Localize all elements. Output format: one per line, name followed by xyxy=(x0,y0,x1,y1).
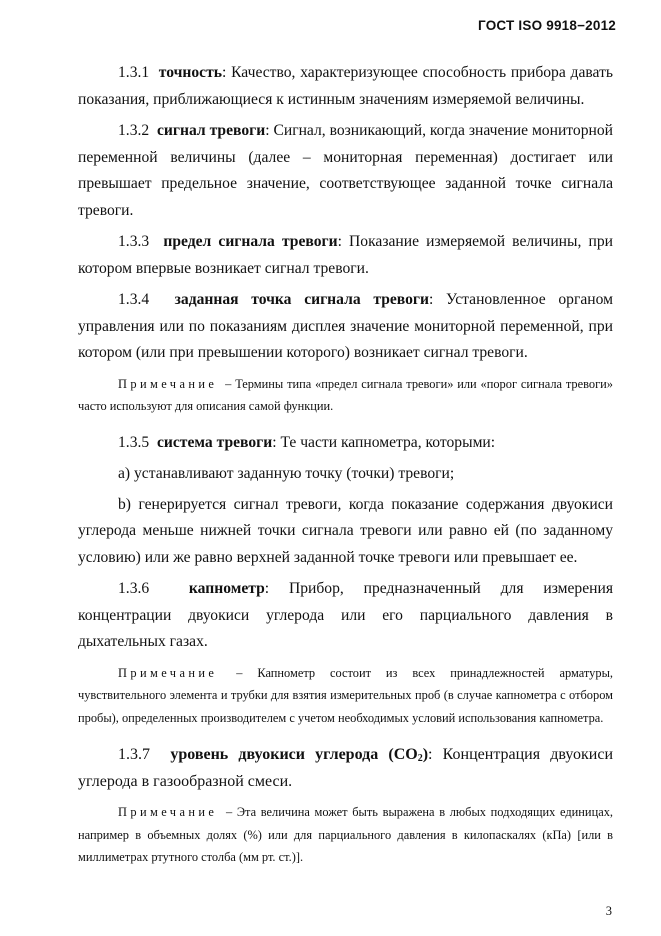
clause-1-3-7 xyxy=(78,741,613,795)
list-item-a: a) устанавливают заданную точку (точки) тревоги; xyxy=(118,465,455,482)
page-number: 3 xyxy=(605,904,612,918)
clause-term-main: уровень двуокиси углерода (CO xyxy=(170,746,418,763)
clause-definition: : Установленное органом управления или по показаниям дисплея значение мониторной переменной, при котором (или при превышении которого) возникает сигнал тревоги. xyxy=(78,291,614,361)
subscript-2: 2 xyxy=(417,753,423,764)
clause-1-3-6 xyxy=(78,576,613,656)
note-label: Примечание xyxy=(118,376,218,391)
note-1 xyxy=(78,373,613,418)
clause-definition: : Те части капнометра, которыми: xyxy=(272,433,496,451)
clause-number: 1.3.4 xyxy=(118,291,150,308)
clause-1-3-4 xyxy=(78,287,613,367)
document-body xyxy=(78,60,613,881)
note-2 xyxy=(78,662,613,730)
list-item-b: b) генерируется сигнал тревоги, когда показание содержания двуокиси углерода меньше нижней точки сигнала тревоги или равно ей (по заданному условию) или же равно верхней заданной точке тревоги или превышает ее. xyxy=(78,495,613,566)
clause-definition: : Прибор, предназначенный для измерения концентрации двуокиси углерода или его парциального давления в дыхательных газах. xyxy=(78,580,614,650)
note-3 xyxy=(78,801,613,869)
note-text: – Капнометр состоит из всех принадлежностей арматуры, чувствительного элемента и трубки для взятия измерительных проб (в случае капнометра с отбором пробы), определенных производителем с учетом необходимых условий использования капнометра. xyxy=(78,665,613,725)
clause-definition: : Показание измеряемой величины, при котором впервые возникает сигнал тревоги. xyxy=(78,233,613,277)
clause-term: предел сигнала тревоги xyxy=(163,233,338,250)
clause-1-3-5 xyxy=(78,430,613,457)
clause-term: капнометр xyxy=(188,580,265,597)
note-label: Примечание xyxy=(118,665,218,680)
clause-number: 1.3.6 xyxy=(118,580,150,597)
clause-definition: : Концентрация двуокиси углерода в газообразной смеси. xyxy=(78,746,614,790)
note-text: – Эта величина может быть выражена в любых подходящих единицах, например в объемных долях (%) или для парциального давления в килопаскалях (кПа) [или в миллиметрах ртутного столба (мм рт. ст.)]. xyxy=(78,805,613,864)
clause-1-3-1 xyxy=(78,60,613,113)
clause-term: точность xyxy=(158,64,222,81)
clause-definition: : Сигнал, возникающий, когда значение мониторной переменной величины (далее – мониторная переменная) достигает или превышает предельное значение, соответствующее заданной точке сигнала тревоги. xyxy=(78,122,613,219)
clause-number: 1.3.1 xyxy=(118,64,150,81)
clause-number: 1.3.7 xyxy=(118,746,150,763)
clause-number: 1.3.5 xyxy=(118,433,150,451)
clause-number: 1.3.2 xyxy=(118,122,150,139)
clause-term xyxy=(170,746,428,763)
note-label: Примечание xyxy=(118,805,218,819)
clause-term: заданная точка сигнала тревоги xyxy=(174,291,429,308)
clause-term: сигнал тревоги xyxy=(157,122,266,139)
document-header: ГОСТ ISO 9918−2012 xyxy=(478,18,616,33)
clause-term: система тревоги xyxy=(156,433,273,451)
clause-term-close: ) xyxy=(422,746,429,763)
clause-definition: : Качество, характеризующее способность прибора давать показания, приближающиеся к истинным значениям измеряемой величины. xyxy=(78,64,614,108)
clause-1-3-3 xyxy=(78,229,613,282)
clause-number: 1.3.3 xyxy=(118,233,150,250)
clause-1-3-2 xyxy=(78,118,613,224)
note-text: – Термины типа «предел сигнала тревоги» или «порог сигнала тревоги» часто используют для описания самой функции. xyxy=(78,376,613,413)
